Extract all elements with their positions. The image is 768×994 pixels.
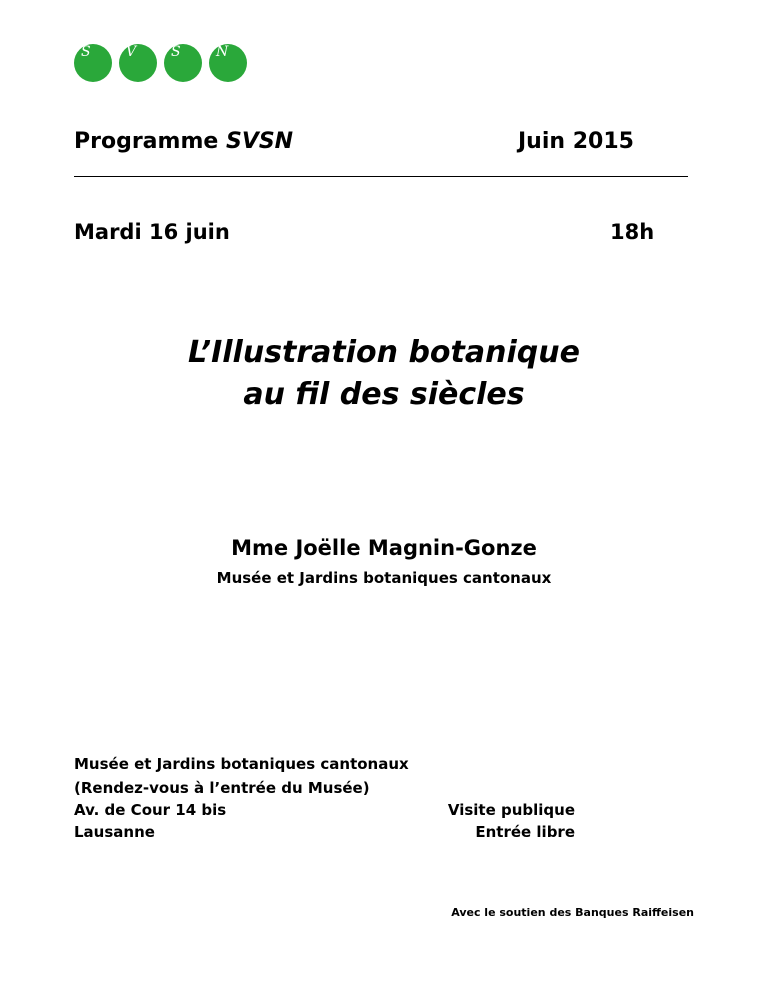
- event-date: Mardi 16 juin: [74, 220, 230, 244]
- program-name: SVSN: [225, 129, 294, 154]
- venue-name: Musée et Jardins botaniques cantonaux: [74, 755, 409, 773]
- logo-letter: S: [81, 44, 91, 60]
- program-prefix: Programme: [74, 129, 226, 154]
- sponsor-note: Avec le soutien des Banques Raiffeisen: [451, 906, 694, 919]
- entry-info: Entrée libre: [475, 823, 575, 841]
- logo-letter: N: [216, 44, 229, 60]
- speaker-affiliation: Musée et Jardins botaniques cantonaux: [216, 569, 552, 587]
- event-time: 18h: [610, 220, 655, 244]
- logo-circle-v: [119, 44, 157, 82]
- program-heading: [74, 128, 293, 156]
- venue-meeting-point: (Rendez-vous à l’entrée du Musée): [74, 779, 370, 797]
- venue-address: Av. de Cour 14 bis: [74, 801, 227, 819]
- event-title-line1: L’Illustration botanique: [188, 335, 580, 370]
- svsn-logo: [74, 44, 258, 84]
- logo-circle-n: [209, 44, 247, 82]
- logo-letter: V: [126, 44, 137, 60]
- speaker-name: Mme Joëlle Magnin-Gonze: [231, 536, 537, 560]
- logo-circle-s1: [74, 44, 112, 82]
- visit-type: Visite publique: [447, 801, 575, 819]
- logo-circle-s2: [164, 44, 202, 82]
- header-divider: [74, 176, 688, 177]
- event-title-line2: au fil des siècles: [243, 377, 525, 412]
- venue-city: Lausanne: [74, 823, 155, 841]
- logo-letter: S: [171, 44, 181, 60]
- program-month: Juin 2015: [518, 129, 634, 154]
